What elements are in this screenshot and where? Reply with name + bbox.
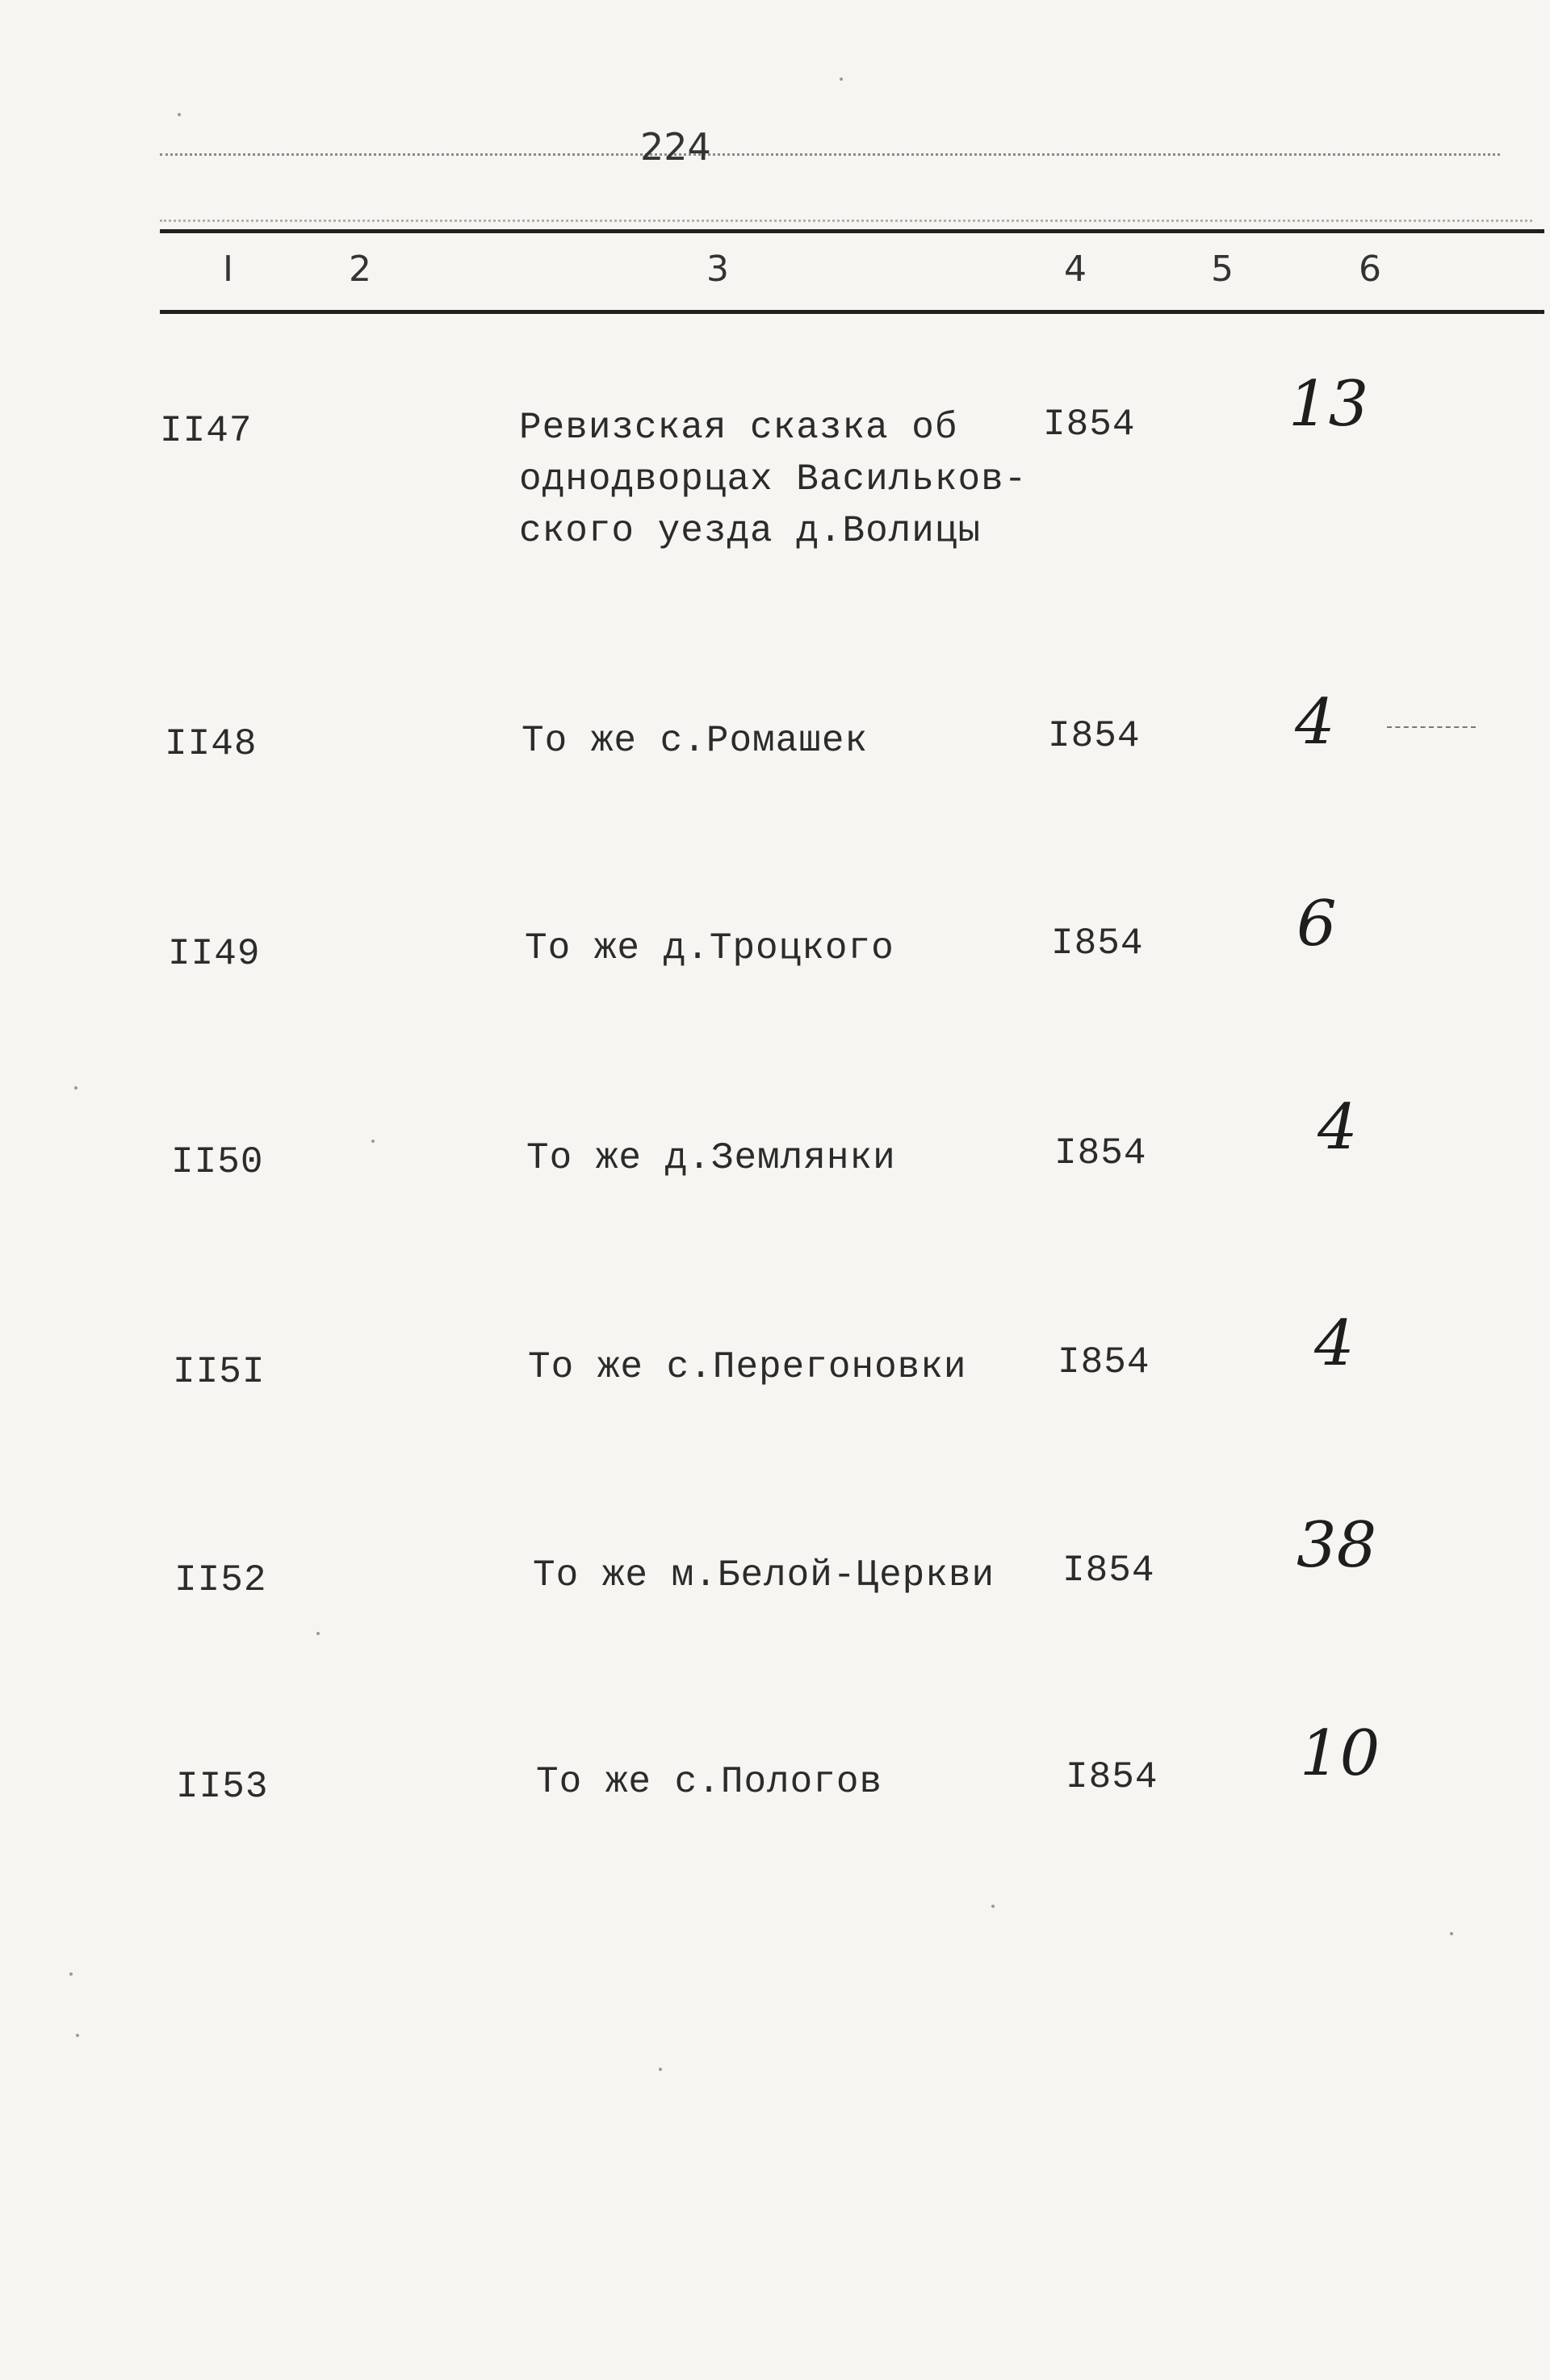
description-line: То же д.Троцкого: [525, 927, 894, 969]
record-description: [533, 1550, 995, 1601]
record-description: [528, 1341, 967, 1393]
record-description: [522, 715, 868, 767]
scan-speck: [178, 113, 181, 116]
scan-speck: [991, 1905, 995, 1908]
record-sheet-count: 4: [1314, 1307, 1355, 1380]
scan-speck: [316, 1632, 320, 1635]
scan-speck: [74, 1086, 78, 1090]
col-header-2: 2: [349, 249, 371, 290]
record-sheet-count: 6: [1297, 888, 1337, 960]
record-number: II48: [165, 723, 258, 765]
record-number: II49: [168, 933, 261, 975]
margin-dash: [1387, 726, 1476, 728]
record-year: I854: [1048, 715, 1141, 757]
record-number: II52: [174, 1559, 267, 1601]
record-year: I854: [1062, 1550, 1155, 1592]
record-description: [526, 1132, 896, 1184]
scan-speck: [371, 1140, 375, 1143]
description-line: То же с.Пологов: [536, 1761, 883, 1803]
record-description: [536, 1756, 882, 1808]
record-sheet-count: 4: [1295, 686, 1335, 759]
record-sheet-count: 10: [1300, 1717, 1380, 1790]
description-line: Ревизская сказка об: [519, 407, 958, 449]
record-year: I854: [1051, 922, 1144, 964]
scan-speck: [1450, 1932, 1453, 1935]
col-header-5: 5: [1211, 249, 1234, 290]
record-year: I854: [1043, 404, 1136, 445]
col-header-3: 3: [706, 249, 729, 290]
description-line: То же с.Ромашек: [522, 720, 869, 762]
scan-speck: [69, 1972, 73, 1976]
page-number: 224: [640, 125, 711, 169]
header-bottom-rule: [160, 310, 1544, 314]
record-sheet-count: 4: [1318, 1091, 1358, 1164]
record-number: II53: [176, 1766, 269, 1808]
scan-speck: [840, 77, 843, 81]
record-year: I854: [1066, 1756, 1158, 1798]
header-top-rule: [160, 229, 1544, 233]
scan-speck: [76, 2034, 79, 2037]
record-sheet-count: 38: [1297, 1509, 1377, 1582]
record-sheet-count: 13: [1288, 368, 1369, 441]
header-dotted-line: [160, 153, 1500, 156]
record-number: II50: [171, 1141, 264, 1183]
description-line: То же м.Белой-Церкви: [533, 1554, 995, 1596]
col-header-6: 6: [1359, 249, 1381, 290]
description-line: То же с.Перегоновки: [528, 1346, 967, 1388]
description-line: То же д.Землянки: [526, 1137, 896, 1179]
record-description: [525, 922, 894, 974]
scan-speck: [659, 2068, 662, 2071]
col-header-4: 4: [1064, 249, 1087, 290]
record-year: I854: [1054, 1132, 1147, 1174]
description-line: однодворцах Васильков-: [519, 458, 1028, 500]
col-header-1: I: [223, 249, 233, 290]
record-number: II5I: [173, 1351, 266, 1393]
description-line: ского уезда д.Волицы: [519, 510, 982, 552]
record-year: I854: [1058, 1341, 1150, 1383]
record-description: [519, 402, 1027, 557]
record-number: II47: [160, 410, 253, 452]
faint-rule: [160, 220, 1532, 222]
